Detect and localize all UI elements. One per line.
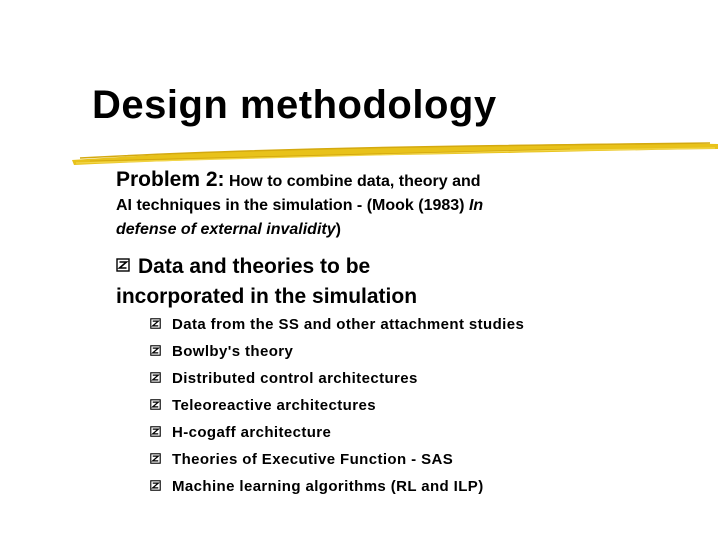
z-bullet-icon	[150, 426, 161, 437]
sub-bullet-text: Theories of Executive Function - SAS	[172, 451, 454, 468]
sub-bullet-text: Data from the SS and other attachment studies	[172, 316, 525, 333]
sub-bullet-text: Teleoreactive architectures	[172, 397, 376, 414]
main-bullet	[116, 252, 636, 312]
sub-bullet-text: Bowlby's theory	[172, 343, 294, 360]
main-bullet-line-1	[116, 252, 636, 282]
main-bullet-text-1: Data and theories to be	[138, 255, 371, 278]
problem-label: Problem 2:	[116, 168, 225, 191]
problem-text-2-italic: In	[468, 197, 484, 214]
sub-bullet-item	[150, 367, 524, 394]
z-bullet-icon	[150, 372, 161, 383]
problem-line-1	[116, 168, 616, 194]
sub-bullet-text: Distributed control architectures	[172, 370, 418, 387]
problem-text-2: AI techniques in the simulation - (Mook (1983)	[116, 197, 469, 214]
sub-bullet-item	[150, 394, 524, 421]
z-bullet-icon	[150, 453, 161, 464]
problem-text-1: How to combine data, theory and	[224, 173, 481, 190]
z-bullet-icon	[150, 318, 161, 329]
slide-title: Design methodology	[92, 83, 497, 127]
problem-text-3-italic: defense of external invalidity	[116, 221, 336, 238]
sub-bullet-text: H-cogaff architecture	[172, 424, 332, 441]
title-underline-brush	[70, 140, 720, 170]
problem-statement	[116, 168, 616, 242]
main-bullet-text-2: incorporated in the simulation	[116, 285, 418, 308]
z-bullet-icon	[116, 258, 130, 272]
z-bullet-icon	[150, 480, 161, 491]
sub-bullet-item	[150, 340, 524, 367]
sub-bullet-item	[150, 313, 524, 340]
sub-bullet-list	[150, 313, 524, 502]
sub-bullet-text: Machine learning algorithms (RL and ILP)	[172, 478, 484, 495]
z-bullet-icon	[150, 345, 161, 356]
problem-text-3-end: )	[335, 221, 341, 238]
sub-bullet-item	[150, 421, 524, 448]
z-bullet-icon	[150, 399, 161, 410]
sub-bullet-item	[150, 448, 524, 475]
problem-line-2	[116, 194, 616, 218]
problem-line-3	[116, 218, 616, 242]
sub-bullet-item	[150, 475, 524, 502]
